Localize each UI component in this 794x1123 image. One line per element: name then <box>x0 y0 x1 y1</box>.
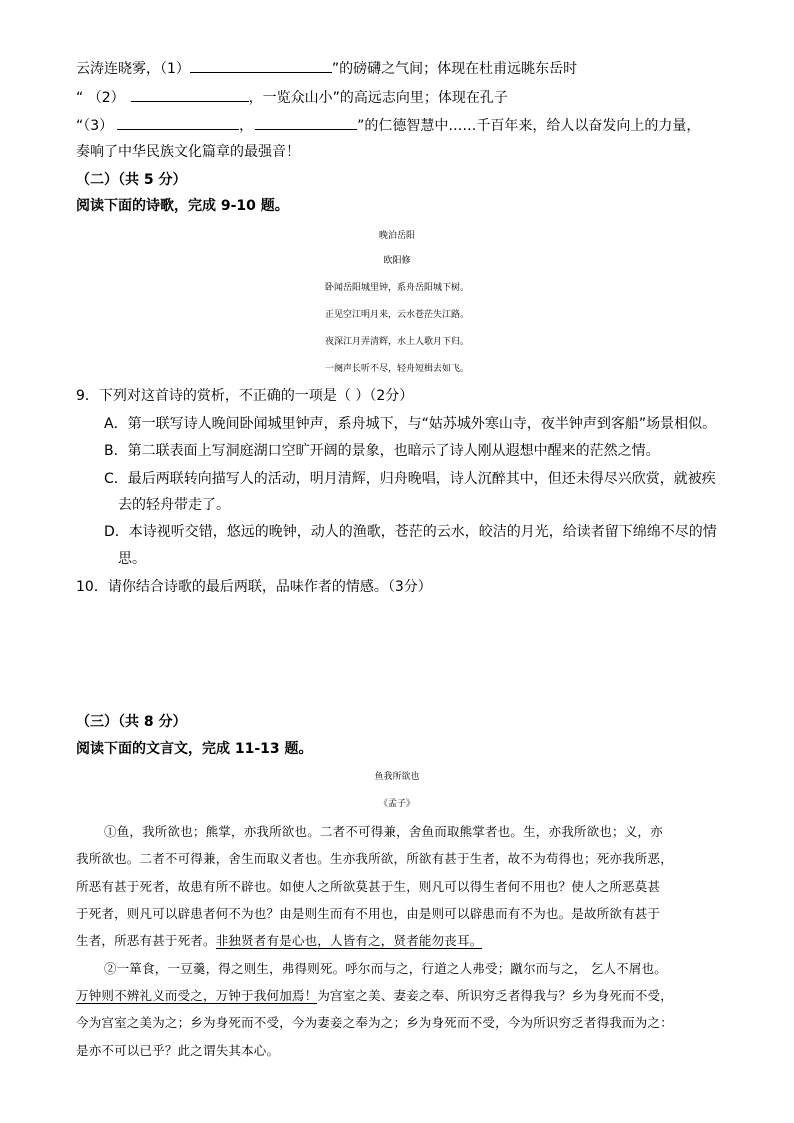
passage-p1-line-1: ①鱼，我所欲也；熊掌，亦我所欲也。二者不可得兼，舍鱼而取熊掌者也。生，亦我所欲也；义，亦 <box>104 824 663 839</box>
poem-line-4: 一阕声长听不尽，轻舟短楫去如飞。 <box>324 364 469 374</box>
section-2-instruction: 阅读下面的诗歌，完成 9-10 题。 <box>76 198 289 214</box>
passage-p1-line-2: 我所欲也。二者不可得兼，舍生而取义者也。生亦我所欲，所欲有甚于生者，故不为苟得也；死亦我所恶， <box>76 851 673 866</box>
poem-author: 欧阳修 <box>383 256 411 266</box>
underlined-sentence-2: 万钟则不辨礼义而受之，万钟于我何加焉！ <box>76 988 318 1003</box>
poem-title: 晚泊岳阳 <box>378 231 415 241</box>
answer-area-q10[interactable] <box>76 600 716 700</box>
passage-p2-line-4: 是亦不可以已乎？此之谓失其本心。 <box>76 1043 280 1058</box>
fill-line-3-text-c: ”的仁德智慧中……千百年来，给人以奋发向上的力量， <box>357 118 701 134</box>
poem-line-1: 卧闻岳阳城里钟，系舟岳阳城下树。 <box>324 283 469 293</box>
passage-p1-line-4: 于死者，则凡可以辟患者何不为也？由是则生而有不用也，由是则可以辟患而有不为也。是故所欲有甚于 <box>76 906 661 921</box>
passage-author: 《孟子》 <box>378 799 415 809</box>
passage-title: 鱼我所欲也 <box>374 772 420 782</box>
fill-line-4: 奏响了中华民族文化篇章的最强音！ <box>76 144 300 160</box>
fill-line-2-text-b: ，一览众山小”的高远志向里；体现在孔子 <box>248 90 508 106</box>
passage-p2-line-1: ②一箪食，一豆羹，得之则生，弗得则死。呼尔而与之，行道之人弗受；蹴尔而与之， 乞人不屑也。 <box>104 961 667 976</box>
q9-option-d-cont: 思。 <box>118 551 146 567</box>
passage-p2-line-2 <box>76 986 673 1006</box>
fill-line-3 <box>76 115 700 136</box>
q9-option-c[interactable]: C．最后两联转向描写人的活动，明月清辉，归舟晚唱，诗人沉醉其中，但还未得尽兴欣赏，就被疾 <box>104 471 716 487</box>
underlined-sentence-1: 非独贤者有是心也，人皆有之，贤者能勿丧耳。 <box>215 933 483 948</box>
question-10: 10．请你结合诗歌的最后两联，品味作者的情感。（3分） <box>76 579 432 595</box>
passage-p1-line-5-plain: 生者，所恶有甚于死者。 <box>76 933 216 948</box>
section-2-header: （二）（共 5 分） <box>76 172 187 188</box>
q9-option-a[interactable]: A．第一联写诗人晚间卧闻城里钟声，系舟城下，与“姑苏城外寒山寺，夜半钟声到客船”场景相似。 <box>104 416 717 432</box>
q9-option-b[interactable]: B．第二联表面上写洞庭湖口空旷开阔的景象，也暗示了诗人刚从遐想中醒来的茫然之情。 <box>104 443 660 459</box>
passage-p1-line-5 <box>76 931 482 951</box>
fill-line-3-text-a: “（3） <box>76 118 114 134</box>
fill-line-2 <box>76 87 508 108</box>
fill-line-1-text-a: 云涛连晓雾，（1） <box>76 61 190 77</box>
poem-line-3: 夜深江月弄清辉，水上人歌月下归。 <box>324 337 469 347</box>
fill-line-1-text-b: ”的磅礴之气间；体现在杜甫远眺东岳时 <box>331 61 578 77</box>
question-9: 9．下列对这首诗的赏析，不正确的一项是（ ）（2分） <box>76 388 414 404</box>
passage-p1-line-3: 所恶有甚于死者，故患有所不辟也。如使人之所欲莫甚于生，则凡可以得生者何不用也？使人之所恶莫甚 <box>76 879 661 894</box>
section-3-header: （三）（共 8 分） <box>76 714 187 730</box>
section-3-instruction: 阅读下面的文言文，完成 11-13 题。 <box>76 741 313 757</box>
fill-line-3-text-b: ， <box>239 118 254 134</box>
answer-blank-2[interactable] <box>131 87 249 102</box>
passage-p2-line-3: 今为宫室之美为之；乡为身死而不受，今为妻妾之奉为之；乡为身死而不受，今为所识穷乏者得我而为之： <box>76 1015 673 1030</box>
q9-option-c-cont: 去的轻舟带走了。 <box>118 497 230 513</box>
fill-line-1 <box>76 58 577 79</box>
passage-p2-line-2-plain: 为宫室之美、妻妾之奉、所识穷乏者得我与？乡为身死而不受， <box>317 988 673 1003</box>
answer-blank-3a[interactable] <box>117 115 239 130</box>
q9-option-d[interactable]: D．本诗视听交错，悠远的晚钟，动人的渔歌，苍茫的云水，皎洁的月光，给读者留下绵绵不尽的情 <box>104 524 717 540</box>
poem-line-2: 正见空江明月来，云水苍茫失江路。 <box>324 310 469 320</box>
answer-blank-3b[interactable] <box>255 115 357 130</box>
fill-line-2-text-a: “ （2） <box>76 90 125 106</box>
answer-blank-1[interactable] <box>190 58 332 73</box>
